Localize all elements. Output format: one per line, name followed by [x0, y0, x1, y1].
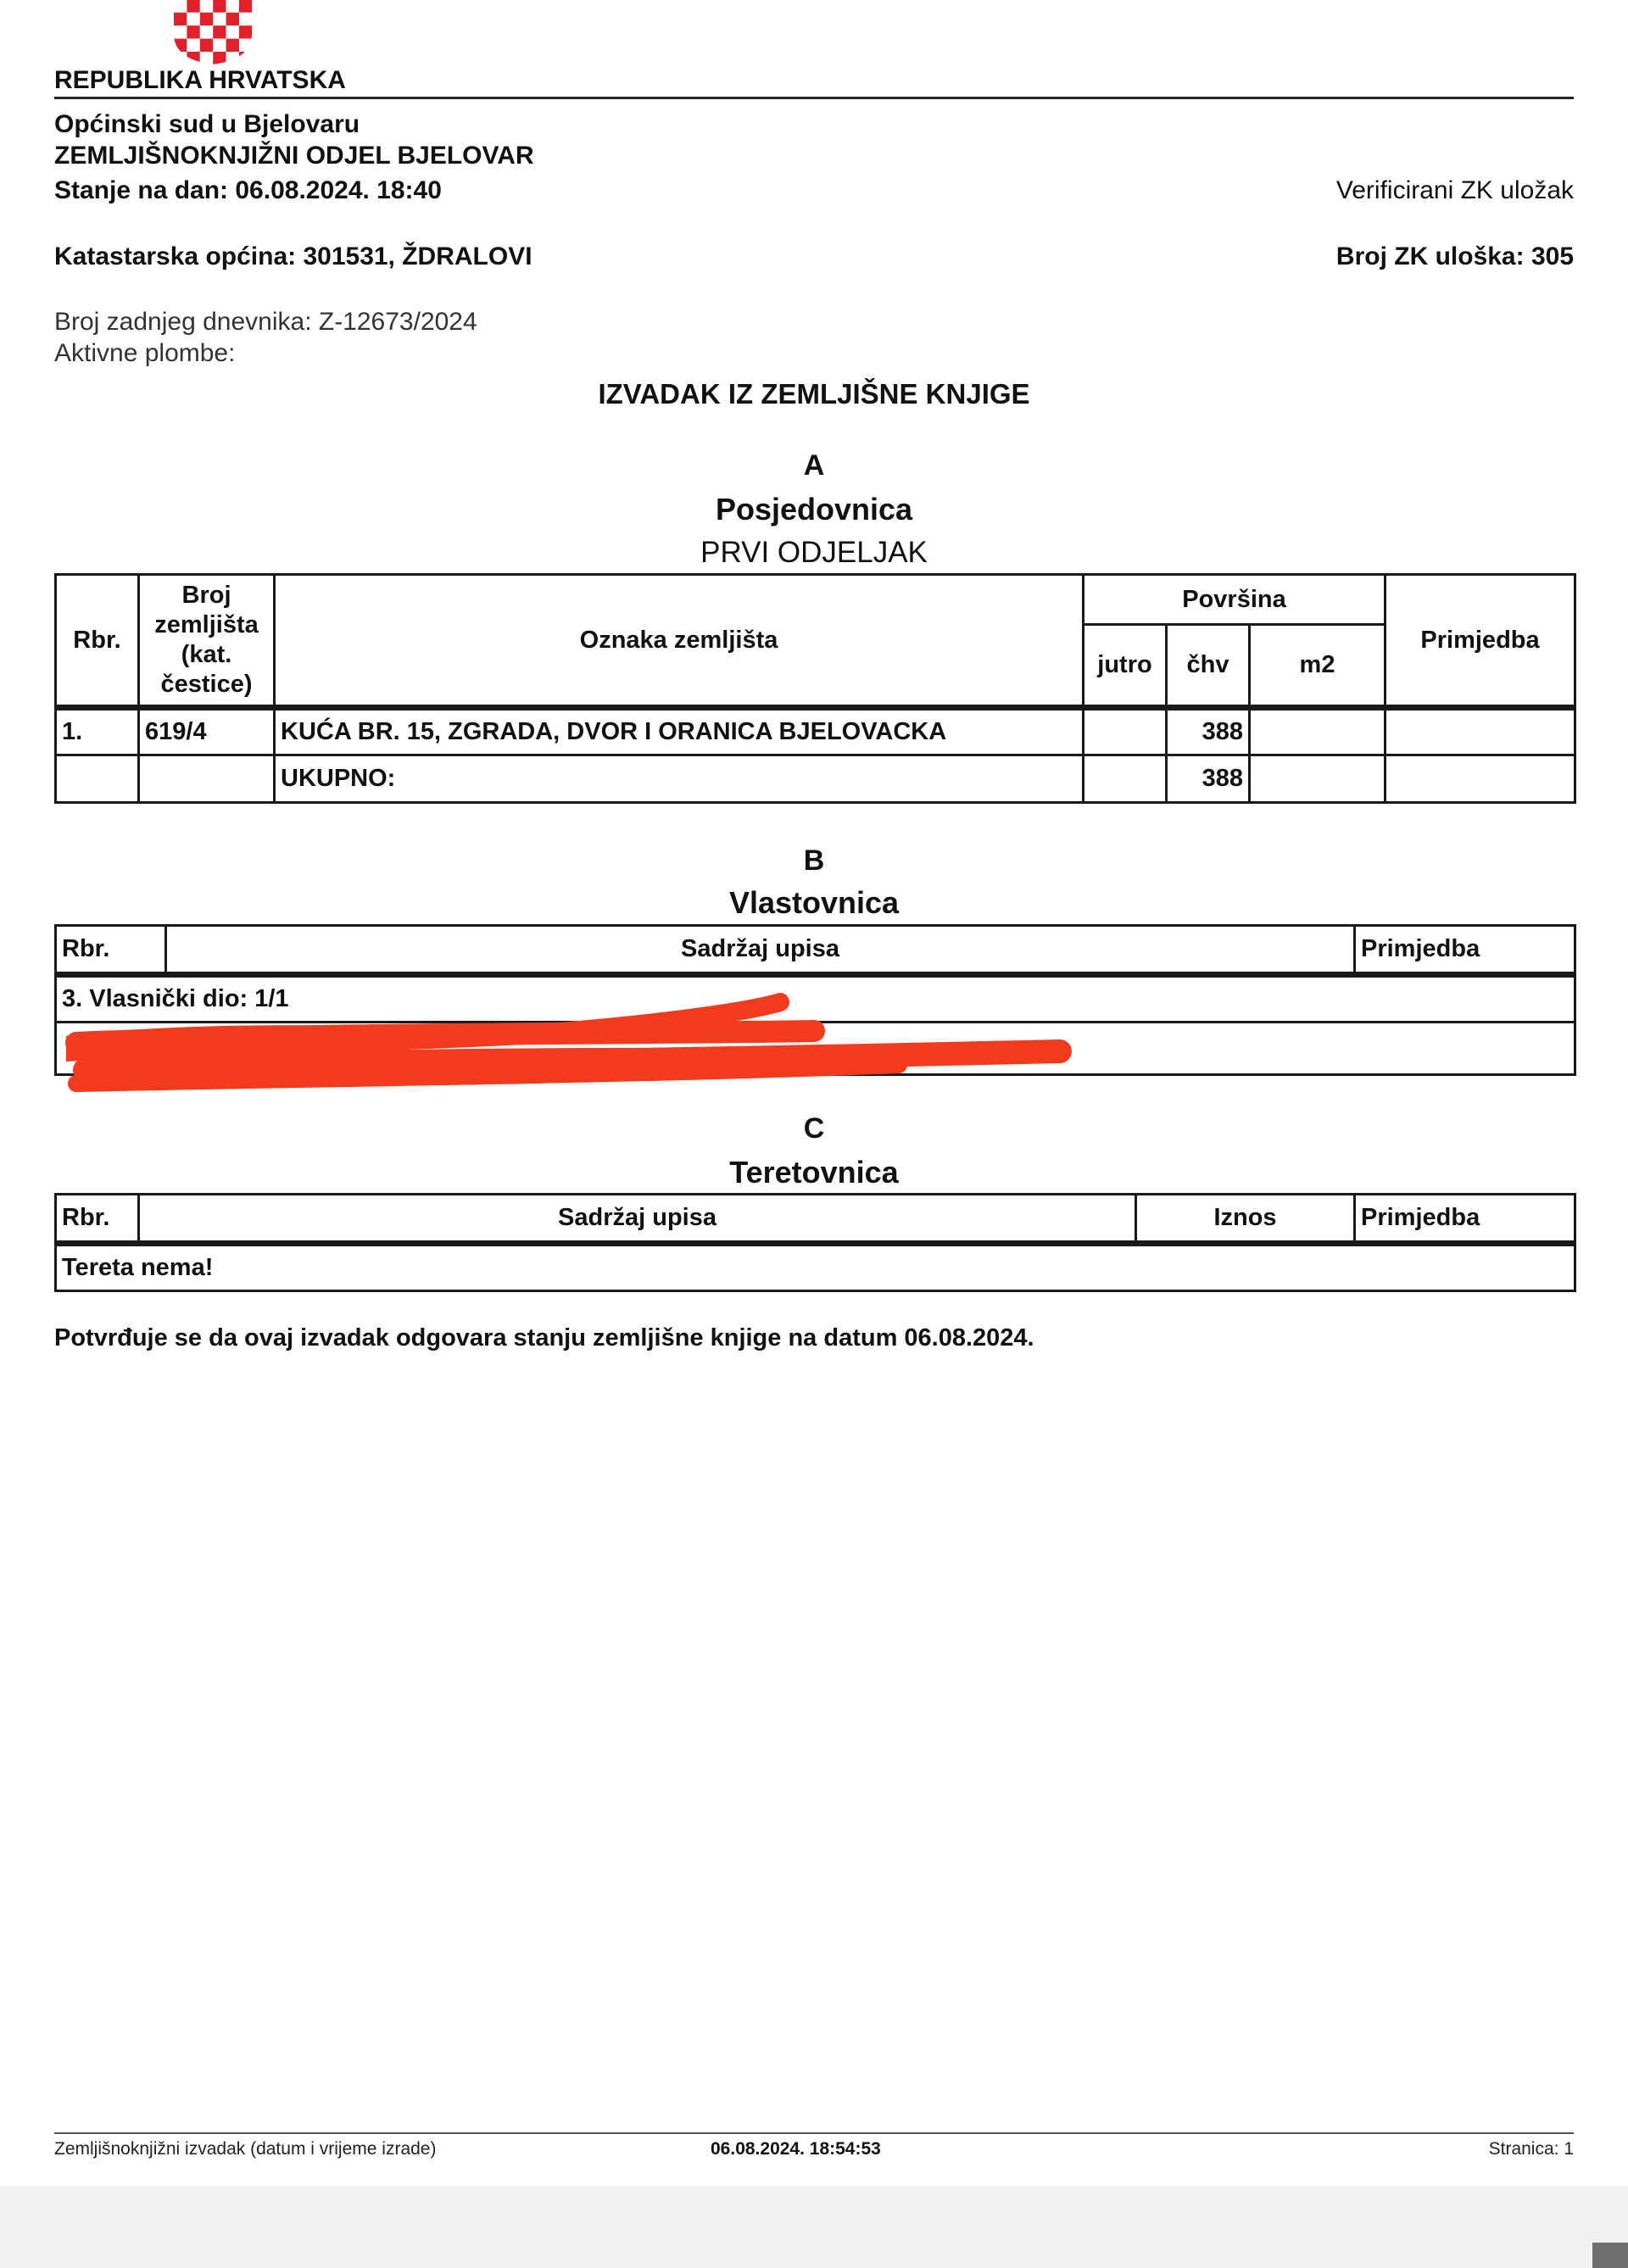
- row-note: [1385, 708, 1575, 755]
- table-row: [56, 1244, 1575, 1291]
- col-amount-header: Iznos: [1136, 1195, 1355, 1244]
- no-encumbrances: Tereta nema!: [56, 1244, 1575, 1291]
- footer-divider: [54, 2132, 1574, 2134]
- redaction-scribble: [51, 984, 1077, 1102]
- col-content-header: Sadržaj upisa: [139, 1195, 1136, 1244]
- last-diary-number: Broj zadnjeg dnevnika: Z-12673/2024: [54, 308, 477, 336]
- col-area-header: Površina: [1084, 575, 1385, 625]
- col-rbr-header: Rbr.: [56, 1195, 139, 1244]
- verified-label: Verificirani ZK uložak: [1335, 176, 1574, 204]
- viewer-background: [0, 2186, 1628, 2268]
- section-b-letter: B: [803, 844, 825, 877]
- row-land: KUĆA BR. 15, ZGRADA, DVOR I ORANICA BJELOVACKA: [275, 708, 1084, 755]
- col-land-header: Oznaka zemljišta: [275, 575, 1084, 708]
- active-seals: Aktivne plombe:: [54, 339, 236, 367]
- department-name: ZEMLJIŠNOKNJIŽNI ODJEL BJELOVAR: [54, 142, 534, 170]
- row-jutro: [1084, 755, 1167, 803]
- row-parcel: [139, 755, 275, 803]
- col-chv-header: čhv: [1167, 625, 1250, 708]
- header-divider: [54, 97, 1574, 99]
- row-chv: 388: [1167, 708, 1250, 755]
- zk-number: Broj ZK uloška: 305: [1335, 242, 1574, 270]
- col-content-header: Sadržaj upisa: [166, 926, 1355, 975]
- col-jutro-header: jutro: [1084, 625, 1167, 708]
- section-a-name: Posjedovnica: [715, 492, 913, 527]
- possession-table: [54, 573, 1576, 804]
- row-note: [1385, 755, 1575, 803]
- col-m2-header: m2: [1250, 625, 1385, 708]
- section-c-name: Teretovnica: [729, 1155, 899, 1190]
- court-name: Općinski sud u Bjelovaru: [54, 110, 360, 138]
- row-chv-total: 388: [1167, 755, 1250, 803]
- col-parcel-header: Broj zemljišta (kat. čestice): [139, 575, 275, 708]
- row-rbr: [56, 755, 139, 803]
- section-c-letter: C: [803, 1112, 825, 1145]
- confirmation-text: Potvrđuje se da ovaj izvadak odgovara stanju zemljišne knjige na datum 06.08.2024.: [54, 1324, 1034, 1351]
- row-m2: [1250, 708, 1385, 755]
- encumbrance-table: [54, 1193, 1576, 1292]
- col-rbr-header: Rbr.: [56, 575, 139, 708]
- col-note-header: Primjedba: [1355, 926, 1575, 975]
- row-parcel: 619/4: [139, 708, 275, 755]
- row-m2: [1250, 755, 1385, 803]
- page-number: Stranica: 1: [1488, 2139, 1574, 2159]
- country-title: REPUBLIKA HRVATSKA: [54, 66, 346, 94]
- footer-datetime: 06.08.2024. 18:54:53: [711, 2139, 881, 2159]
- section-a-letter: A: [803, 449, 825, 482]
- section-a-subsection: PRVI ODJELJAK: [700, 536, 928, 569]
- cadastral-municipality: Katastarska općina: 301531, ŽDRALOVI: [54, 242, 532, 270]
- footer-label: Zemljišnoknjižni izvadak (datum i vrijeme izrade): [54, 2139, 437, 2159]
- table-row: [56, 708, 1575, 755]
- section-b-name: Vlastovnica: [728, 885, 900, 920]
- row-rbr: 1.: [56, 708, 139, 755]
- document-title: IZVADAK IZ ZEMLJIŠNE KNJIGE: [598, 378, 1030, 410]
- row-total-label: UKUPNO:: [275, 755, 1084, 803]
- table-row: [56, 755, 1575, 803]
- col-rbr-header: Rbr.: [56, 926, 166, 975]
- coat-of-arms-logo: [174, 0, 252, 64]
- row-jutro: [1084, 708, 1167, 755]
- col-note-header: Primjedba: [1385, 575, 1575, 708]
- col-note-header: Primjedba: [1355, 1195, 1575, 1244]
- state-date: Stanje na dan: 06.08.2024. 18:40: [54, 176, 442, 204]
- ownership-share: 3. Vlasnički dio: 1/1: [56, 975, 1575, 1023]
- scroll-indicator: [1592, 2243, 1628, 2268]
